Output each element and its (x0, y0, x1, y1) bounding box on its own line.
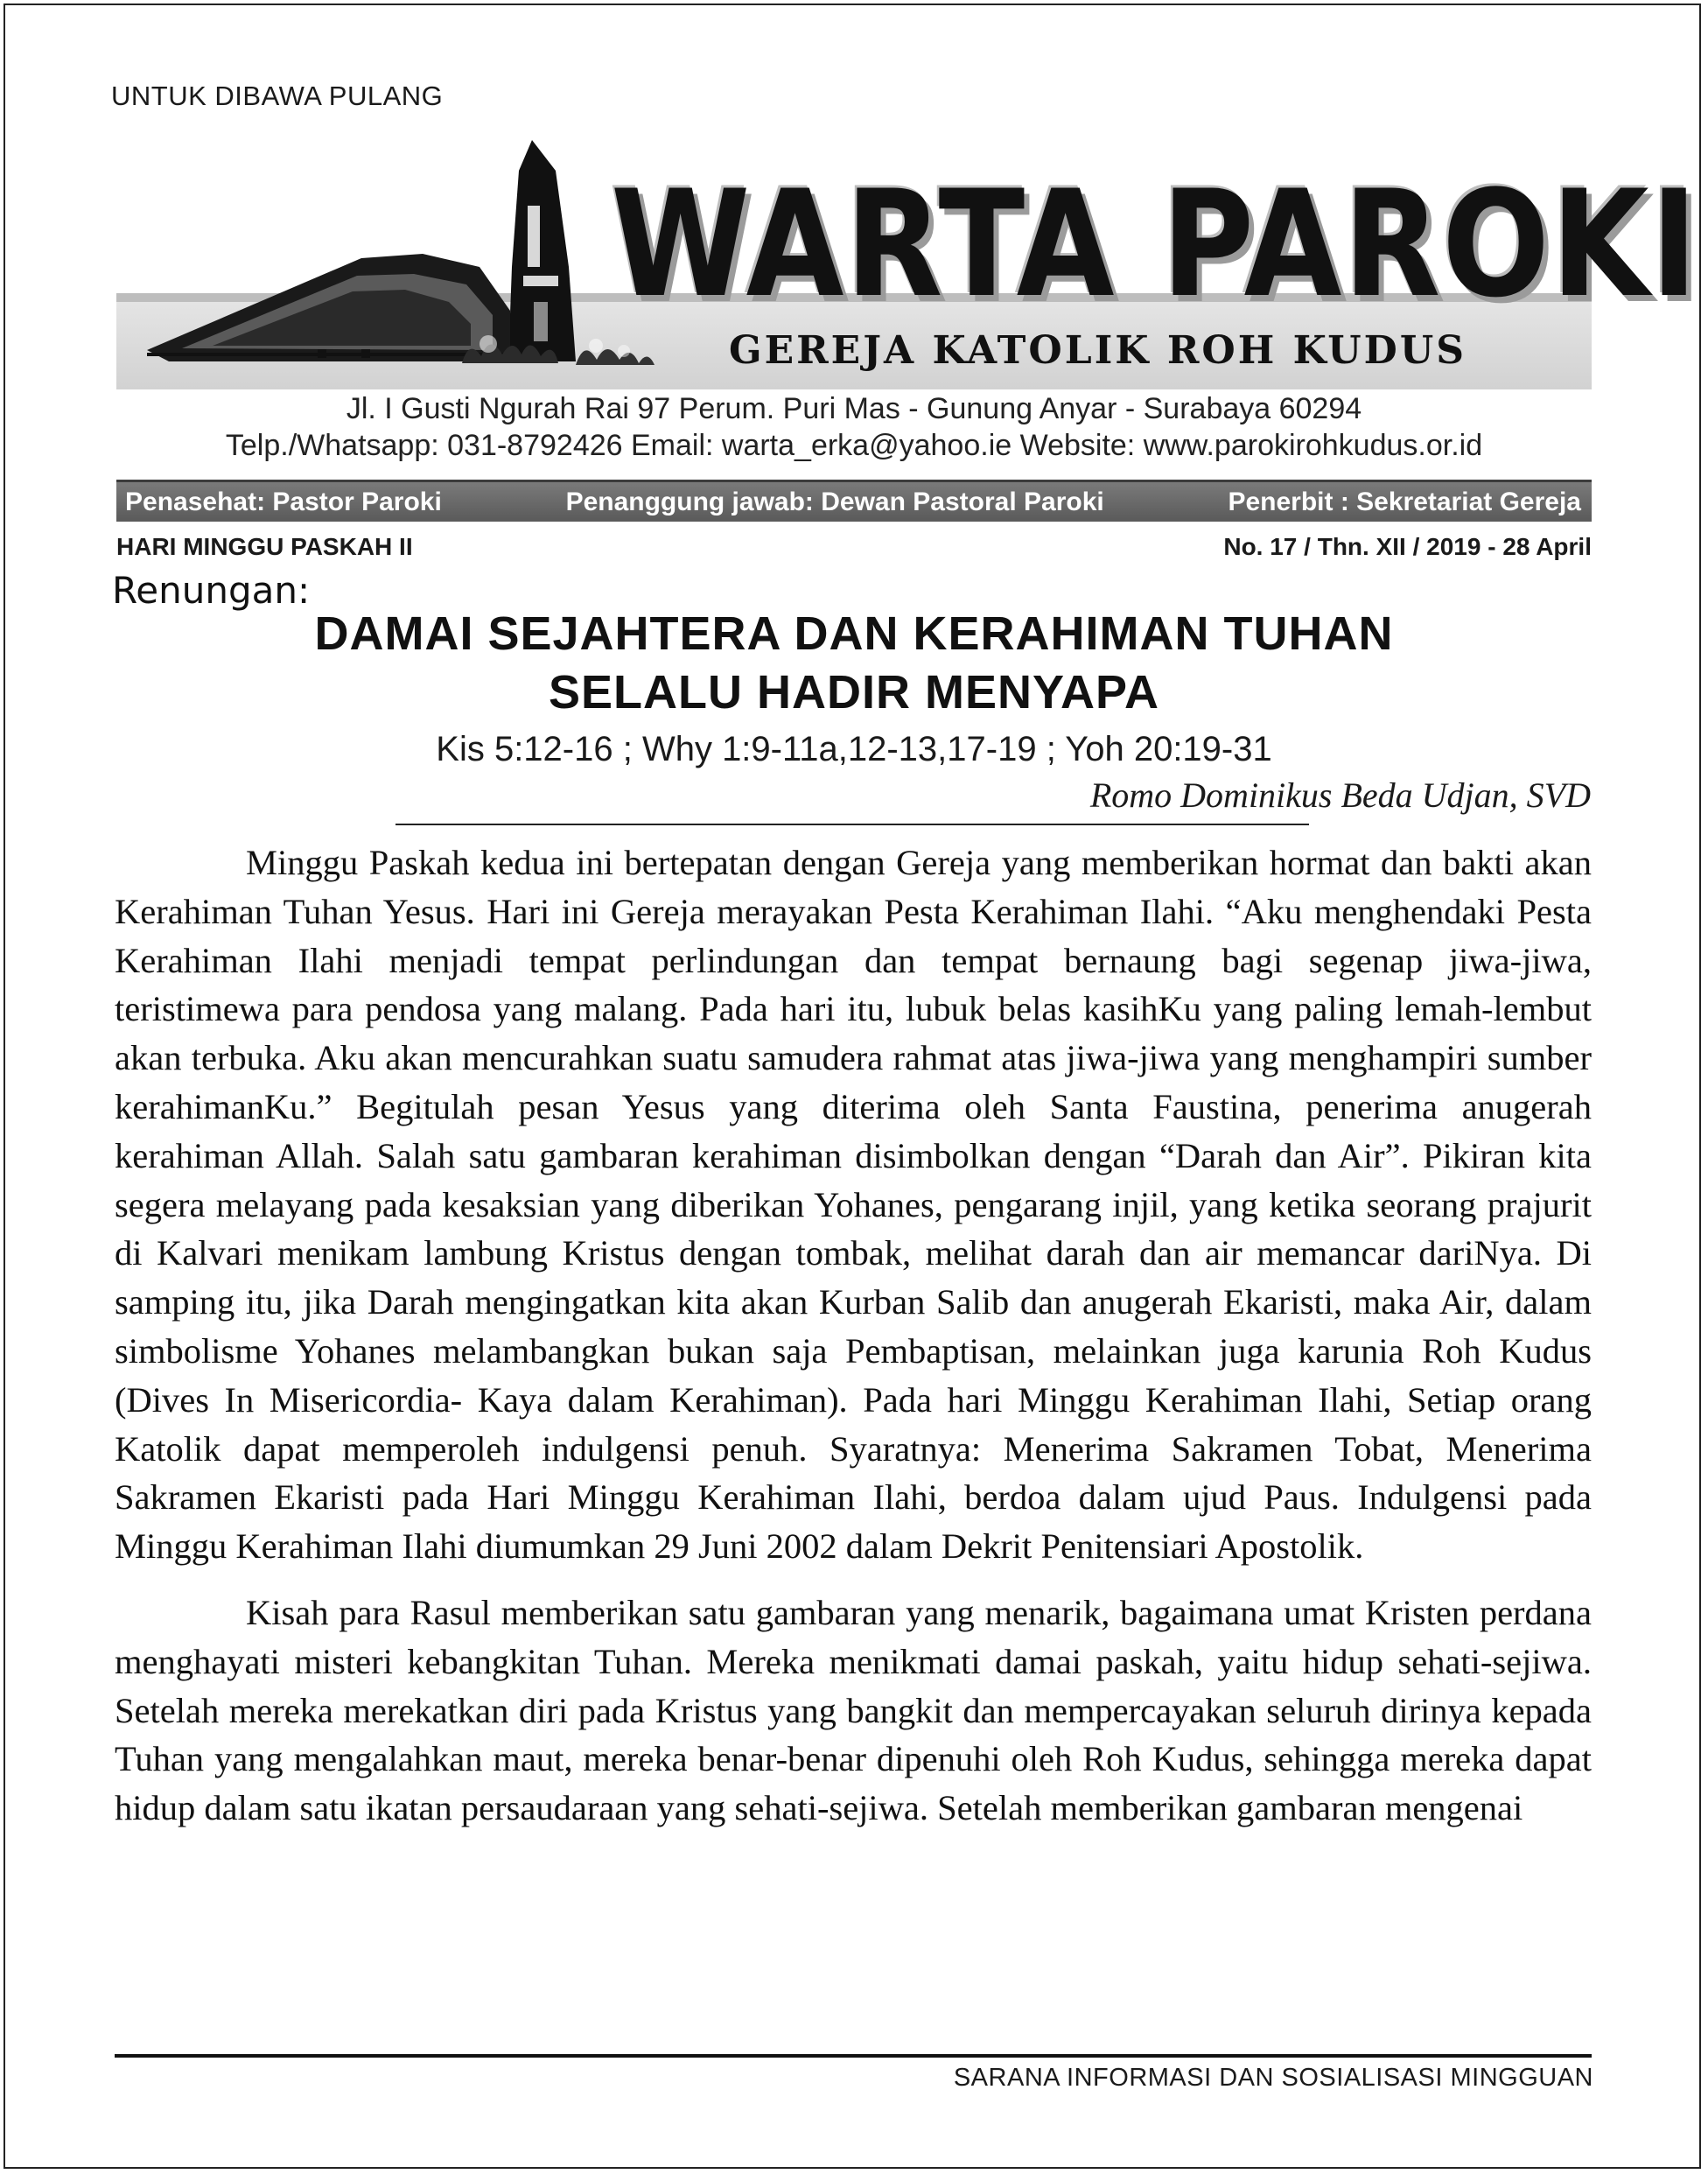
responsible-label: Penanggung jawab: Dewan Pastoral Paroki (565, 487, 1104, 516)
parish-contacts: Telp./Whatsapp: 031-8792426 Email: warta_erka@yahoo.ie Website: www.parokirohkudus.or.id (225, 429, 1483, 462)
footer-tagline: SARANA INFORMASI DAN SOSIALISASI MINGGUAN (953, 2064, 1593, 2092)
publisher-label: Penerbit : Sekretariat Gereja (1228, 487, 1581, 516)
parish-address: Jl. I Gusti Ngurah Rai 97 Perum. Puri Mas - Gunung Anyar - Surabaya 60294 (346, 392, 1362, 425)
occasion-label: HARI MINGGU PASKAH II (116, 533, 413, 560)
newsletter-title: WARTA PAROKI (611, 158, 1699, 330)
parish-name: GEREJA KATOLIK ROH KUDUS (729, 328, 1466, 373)
article-paragraph-2: Kisah para Rasul memberikan satu gambaran yang menarik, bagaimana umat Kristen perdana menghayati misteri kebangkitan Tuhan. Mereka menikmati damai paskah, yaitu hidup sehati-sejiwa. Setelah mereka merekatkan diri pada Kristus yang bangkit dan mempercayakan seluruh dirinya kepada Tuhan yang mengalahkan maut, mereka benar-benar dipenuhi oleh Roh Kudus, sehingga mereka dapat hidup dalam satu ikatan persaudaraan yang sehati-sejiwa. Setelah memberikan gambaran mengenai (115, 1592, 1592, 1828)
article-headline-line2: SELALU HADIR MENYAPA (548, 666, 1160, 719)
article-paragraph-1: Minggu Paskah kedua ini bertepatan dengan Gereja yang memberikan hormat dan bakti akan Kerahiman Tuhan Yesus. Hari ini Gereja merayakan Pesta Kerahiman Ilahi. “Aku menghendaki Pesta Kerahiman Ilahi menjadi tempat perlindungan dan tempat bernaung bagi segenap jiwa-jiwa, teristimewa para pendosa yang malang. Pada hari itu, lubuk belas kasihKu yang paling lemah-lembut akan terbuka. Aku akan mencurahkan suatu samudera rahmat atas jiwa-jiwa yang menghampiri sumber kerahimanKu.” Begitulah pesan Yesus yang diterima oleh Santa Faustina, penerima anugerah kerahiman Allah. Salah satu gambaran kerahiman disimbolkan dengan “Darah dan Air”. Pikiran kita segera melayang pada kesaksian yang diberikan Yohanes, pengarang injil, yang ketika seorang prajurit di Kalvari menikam lambung Kristus dengan tombak, melihat darah dan air memancar dariNya. Di samping itu, jika Darah mengingatkan kita akan Kurban Salib dan anugerah Ekaristi, maka Air, dalam simbolisme Yohanes melambangkan bukan saja Pembaptisan, melainkan juga karunia Roh Kudus (Dives In Misericordia- Kaya dalam Kerahiman). Pada hari Minggu Kerahiman Ilahi, Setiap orang Katolik dapat memperoleh indulgensi penuh. Syaratnya: Menerima Sakramen Tobat, Menerima Sakramen Ekaristi pada Hari Minggu Kerahiman Ilahi, berdoa dalam ujud Paus. Indulgensi pada Minggu Kerahiman Ilahi diumumkan 29 Juni 2002 dalam Dekrit Penitensiari Apostolik. (115, 843, 1592, 1567)
staff-bar (116, 480, 1592, 522)
adviser-label: Penasehat: Pastor Paroki (125, 487, 442, 516)
author-divider (396, 824, 1309, 825)
take-home-note: UNTUK DIBAWA PULANG (111, 81, 444, 111)
scripture-references: Kis 5:12-16 ; Why 1:9-11a,12-13,17-19 ; Yoh 20:19-31 (436, 730, 1272, 768)
masthead (116, 136, 1699, 389)
footer-divider (115, 2054, 1592, 2058)
issue-number: No. 17 / Thn. XII / 2019 - 28 April (1223, 533, 1592, 560)
article-body (115, 838, 1592, 1833)
article-author: Romo Dominikus Beda Udjan, SVD (1089, 775, 1591, 815)
section-label: Renungan: (112, 569, 311, 612)
issue-meta (116, 533, 1592, 561)
article-headline-line1: DAMAI SEJAHTERA DAN KERAHIMAN TUHAN (314, 607, 1394, 660)
